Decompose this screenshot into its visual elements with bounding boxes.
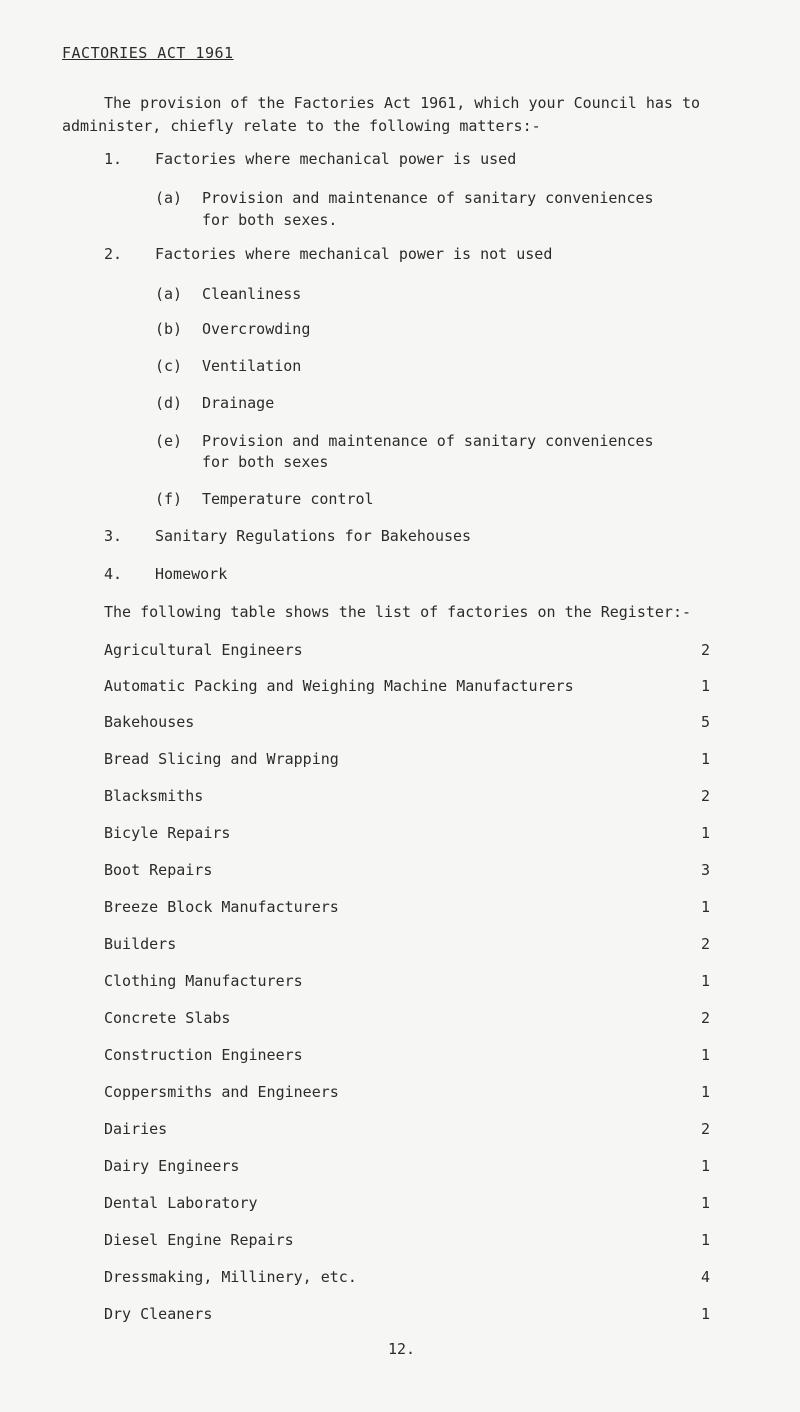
register-row-4-count: 2 [700, 787, 710, 805]
register-row-16-name: Diesel Engine Repairs [104, 1231, 294, 1249]
intro-line-1: The provision of the Factories Act 1961, which your Council has to [104, 94, 701, 112]
register-row-11-name: Construction Engineers [104, 1046, 303, 1064]
register-row-9-count: 1 [700, 972, 710, 990]
item-3-number: 3. [104, 527, 123, 545]
item-2-text: Factories where mechanical power is not used [155, 245, 553, 263]
register-row-12-name: Coppersmiths and Engineers [104, 1083, 339, 1101]
item-4-number: 4. [104, 565, 123, 583]
item-4-text: Homework [155, 565, 228, 583]
register-row-0-count: 2 [700, 641, 710, 659]
register-row-2-name: Bakehouses [104, 713, 195, 731]
register-row-6-count: 3 [700, 861, 710, 879]
item-2b-text: Overcrowding [202, 320, 311, 338]
item-2f-label: (f) [155, 490, 183, 508]
page-title: FACTORIES ACT 1961 [62, 44, 234, 62]
register-row-11-count: 1 [700, 1046, 710, 1064]
register-row-3-name: Bread Slicing and Wrapping [104, 750, 339, 768]
item-2e-line-2: for both sexes [202, 453, 329, 471]
register-row-14-count: 1 [700, 1157, 710, 1175]
register-row-7-name: Breeze Block Manufacturers [104, 898, 339, 916]
item-2e-label: (e) [155, 432, 183, 450]
register-row-18-name: Dry Cleaners [104, 1305, 213, 1323]
item-1-text: Factories where mechanical power is used [155, 150, 517, 168]
item-3-text: Sanitary Regulations for Bakehouses [155, 527, 472, 545]
register-row-1-count: 1 [700, 677, 710, 695]
item-2f-text: Temperature control [202, 490, 374, 508]
item-2d-text: Drainage [202, 394, 275, 412]
register-row-7-count: 1 [700, 898, 710, 916]
item-2-number: 2. [104, 245, 123, 263]
register-row-10-name: Concrete Slabs [104, 1009, 231, 1027]
register-row-8-count: 2 [700, 935, 710, 953]
register-row-0-name: Agricultural Engineers [104, 641, 303, 659]
register-row-5-name: Bicyle Repairs [104, 824, 231, 842]
item-2a-label: (a) [155, 285, 183, 303]
register-row-10-count: 2 [700, 1009, 710, 1027]
register-row-17-name: Dressmaking, Millinery, etc. [104, 1268, 357, 1286]
item-2c-label: (c) [155, 357, 183, 375]
register-row-12-count: 1 [700, 1083, 710, 1101]
register-row-13-count: 2 [700, 1120, 710, 1138]
register-row-13-name: Dairies [104, 1120, 168, 1138]
item-1a-label: (a) [155, 189, 183, 207]
register-row-8-name: Builders [104, 935, 177, 953]
register-row-3-count: 1 [700, 750, 710, 768]
table-intro: The following table shows the list of factories on the Register:- [104, 603, 691, 621]
item-2d-label: (d) [155, 394, 183, 412]
item-2e-line-1: Provision and maintenance of sanitary conveniences [202, 432, 654, 450]
register-row-14-name: Dairy Engineers [104, 1157, 240, 1175]
register-row-15-name: Dental Laboratory [104, 1194, 258, 1212]
register-row-16-count: 1 [700, 1231, 710, 1249]
register-row-2-count: 5 [700, 713, 710, 731]
register-row-1-name: Automatic Packing and Weighing Machine Manufacturers [104, 677, 574, 695]
intro-line-2: administer, chiefly relate to the following matters:- [62, 117, 541, 135]
register-row-6-name: Boot Repairs [104, 861, 213, 879]
register-row-4-name: Blacksmiths [104, 787, 204, 805]
page-number: 12. [388, 1340, 416, 1358]
item-1-number: 1. [104, 150, 123, 168]
item-1a-line-2: for both sexes. [202, 211, 338, 229]
register-row-18-count: 1 [700, 1305, 710, 1323]
item-2a-text: Cleanliness [202, 285, 302, 303]
item-2b-label: (b) [155, 320, 183, 338]
item-2c-text: Ventilation [202, 357, 302, 375]
register-row-9-name: Clothing Manufacturers [104, 972, 303, 990]
item-1a-line-1: Provision and maintenance of sanitary conveniences [202, 189, 654, 207]
register-row-17-count: 4 [700, 1268, 710, 1286]
register-row-5-count: 1 [700, 824, 710, 842]
register-row-15-count: 1 [700, 1194, 710, 1212]
